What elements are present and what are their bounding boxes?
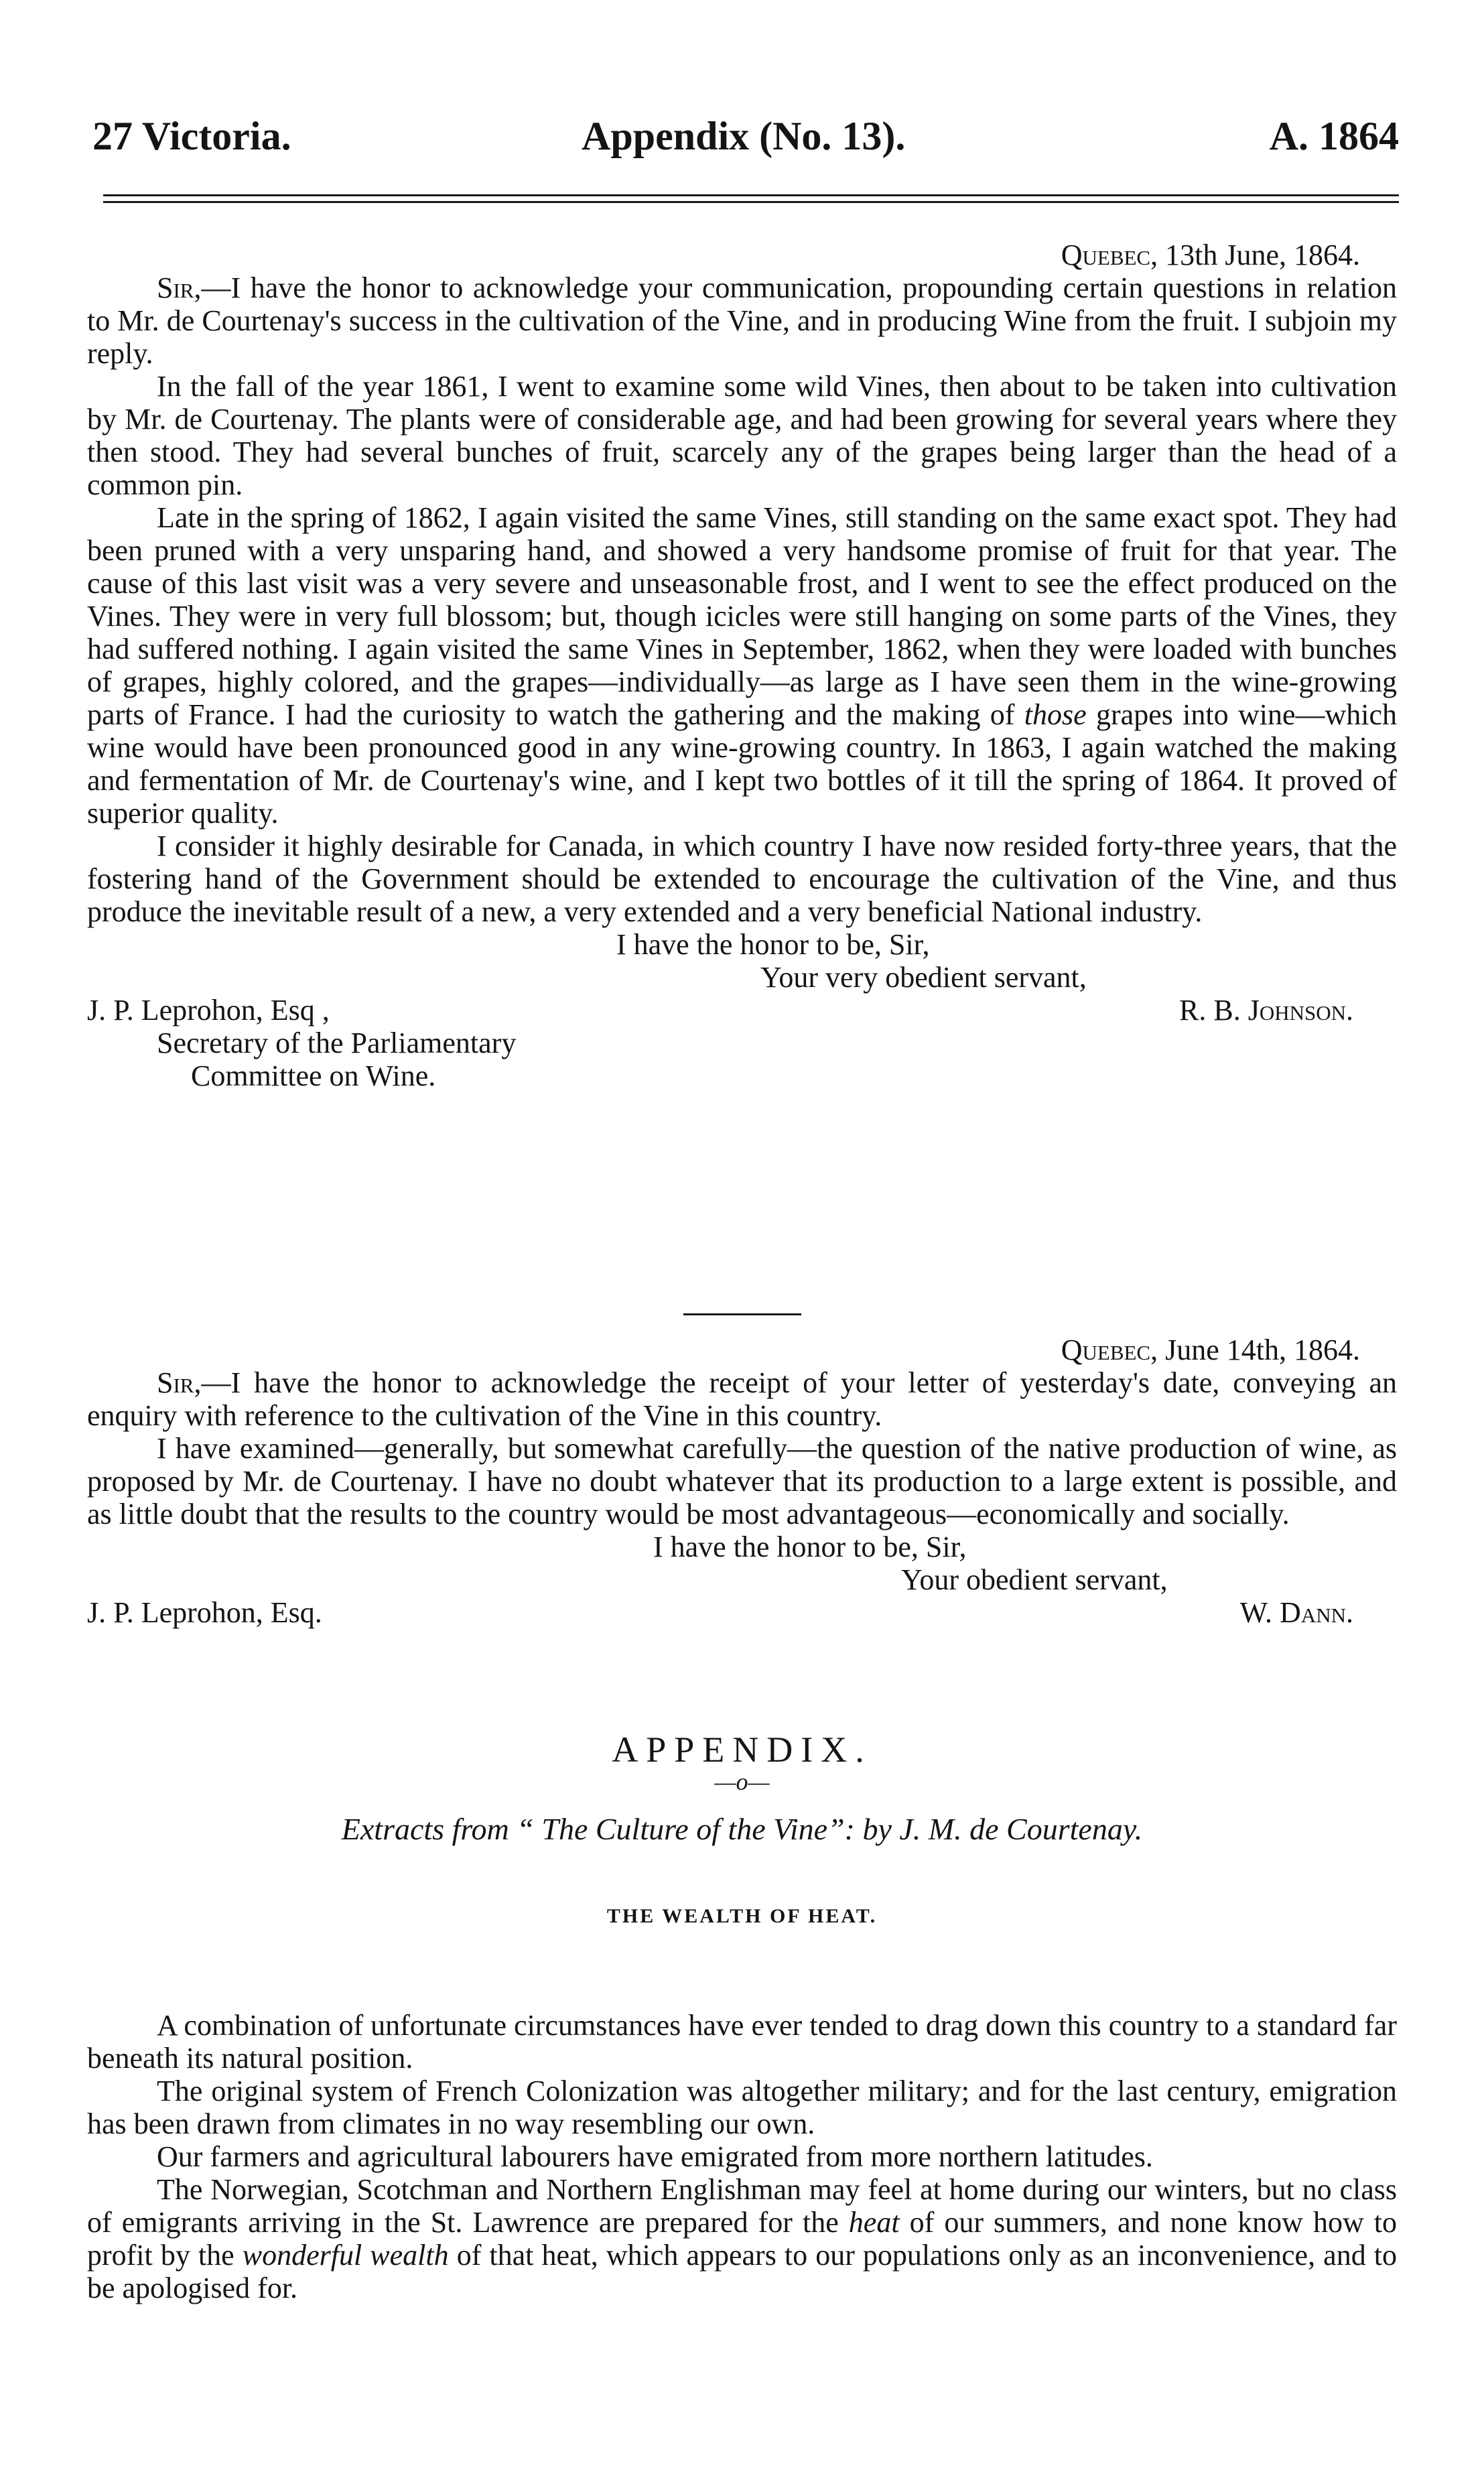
appendix-paragraph-4 xyxy=(87,2173,1397,2304)
letter2-dateline-date: June 14th, 1864. xyxy=(1158,1333,1360,1366)
letter2-paragraph-1 xyxy=(87,1366,1397,1432)
letter2-closing-line-2: Your obedient servant, xyxy=(901,1563,1168,1596)
letter-johnson xyxy=(87,239,1397,1092)
appendix-p4-emphasis-heat: heat xyxy=(848,2206,900,2239)
appendix-subheading: THE WEALTH OF HEAT. xyxy=(606,1905,878,1927)
letter1-closing-line-1: I have the honor to be, Sir, xyxy=(616,928,930,961)
letter1-p3-emphasis: those xyxy=(1024,698,1087,731)
letter1-addressee-title: Secretary of the Parliamentary xyxy=(157,1027,517,1059)
letter1-dateline-date: 13th June, 1864. xyxy=(1158,239,1360,271)
header-rule-top xyxy=(103,194,1399,196)
letter1-p1-text: —I have the honor to acknowledge your communication, propounding certain questions in relation to Mr. de Courtenay's success in the cultivation of the Vine, and in producing Wine from the fruit. I subjoin my reply. xyxy=(87,271,1397,370)
letter1-p3-text-a: Late in the spring of 1862, I again visited the same Vines, still standing on the same exact spot. They had been pruned with a very unsparing hand, and showed a very handsome promise of fruit for that year. The cause of this last visit was a very severe and unseasonable frost, and I went to see the effect produced on the Vines. They were in very full blossom; but, though icicles were still hanging on some parts of the Vines, they had suffered nothing. I again visited the same Vines in September, 1862, when they were loaded with bunches of grapes, highly colored, and the grapes—individually—as large as I have seen them in the wine-growing parts of France. I had the curiosity to watch the gathering and the making of xyxy=(87,501,1397,731)
appendix-paragraph-1: A combination of unfortunate circumstances have ever tended to drag down this country to a standard far beneath its natural position. xyxy=(87,2009,1397,2075)
header-session: 27 Victoria. xyxy=(92,114,291,158)
letter2-signature: W. Dann. xyxy=(1239,1596,1353,1629)
appendix-p4-text-a: The Norwegian, Scotchman and Northern Englishman may feel at home during our winters, but no class of emigrants arriving in the St. Lawrence are prepared for the xyxy=(87,2173,1397,2239)
letter1-paragraph-4: I consider it highly desirable for Canada, in which country I have now resided forty-three years, that the fostering hand of the Government should be extended to encourage the cultivation of the Vine, and thus produce the inevitable result of a new, a very extended and a very beneficial National industry. xyxy=(87,830,1397,928)
letter2-addressee: J. P. Leprohon, Esq. xyxy=(87,1596,322,1629)
letter1-paragraph-1 xyxy=(87,271,1397,370)
appendix-body xyxy=(87,2009,1397,2304)
letter1-addressee: J. P. Leprohon, Esq , xyxy=(87,994,330,1027)
appendix-extract-line: Extracts from “ The Culture of the Vine”: by J. M. de Courtenay. xyxy=(341,1812,1143,1846)
appendix-p4-text-b: of our summers, and none know how to profit by the xyxy=(87,2206,1398,2272)
letter1-p3-text-b: grapes into wine—which wine would have been pronounced good in any wine-growing country. In 1863, I again watched the making and fermentation of Mr. de Courtenay's wine, and I kept two bottles of it till the spring of 1864. It proved of superior quality. xyxy=(87,698,1398,830)
letter1-salutation: Sir, xyxy=(157,271,202,304)
letter2-dateline-place: Quebec, xyxy=(1061,1333,1158,1366)
letter2-p1-text: —I have the honor to acknowledge the receipt of your letter of yesterday's date, conveying an enquiry with reference to the cultivation of the Vine in this country. xyxy=(87,1366,1397,1432)
appendix-p4-text-c: of that heat, which appears to our populations only as an inconvenience, and to be apologised for. xyxy=(87,2239,1397,2304)
letter1-addressee-committee: Committee on Wine. xyxy=(191,1059,436,1092)
letter1-paragraph-3 xyxy=(87,501,1397,830)
letter1-dateline xyxy=(87,239,1397,271)
letter2-salutation: Sir, xyxy=(157,1366,202,1399)
appendix-paragraph-3: Our farmers and agricultural labourers have emigrated from more northern latitudes. xyxy=(157,2140,1153,2173)
letter1-signature: R. B. Johnson. xyxy=(1179,994,1353,1027)
letter-divider xyxy=(683,1313,801,1315)
letter1-dateline-place: Quebec, xyxy=(1061,239,1158,271)
header-year: A. 1864 xyxy=(1269,114,1399,158)
letter1-address-row xyxy=(87,994,1397,1027)
appendix-p4-emphasis-wealth: wonderful wealth xyxy=(242,2239,449,2272)
appendix-divider: —o— xyxy=(714,1768,770,1795)
header-appendix: Appendix (No. 13). xyxy=(582,114,906,158)
appendix-paragraph-2: The original system of French Colonization was altogether military; and for the last century, emigration has been drawn from climates in no way resembling our own. xyxy=(87,2075,1397,2140)
letter2-dateline xyxy=(87,1333,1397,1366)
letter2-paragraph-2: I have examined—generally, but somewhat carefully—the question of the native production of wine, as proposed by Mr. de Courtenay. I have no doubt whatever that its production to a large extent is possible, and as little doubt that the results to the country would be most advantageous—economically and socially. xyxy=(87,1432,1397,1530)
appendix-title: APPENDIX. xyxy=(612,1729,872,1770)
letter2-closing-line-1: I have the honor to be, Sir, xyxy=(653,1530,967,1563)
letter-dann xyxy=(87,1333,1397,1629)
letter2-address-row xyxy=(87,1596,1397,1629)
letter1-closing-line-2: Your very obedient servant, xyxy=(760,961,1087,994)
running-header xyxy=(92,106,1399,166)
letter1-paragraph-2: In the fall of the year 1861, I went to examine some wild Vines, then about to be taken into cultivation by Mr. de Courtenay. The plants were of considerable age, and had been growing for several years where they then stood. They had several bunches of fruit, scarcely any of the grapes being larger than the head of a common pin. xyxy=(87,370,1397,501)
header-rule-bottom xyxy=(103,201,1399,203)
